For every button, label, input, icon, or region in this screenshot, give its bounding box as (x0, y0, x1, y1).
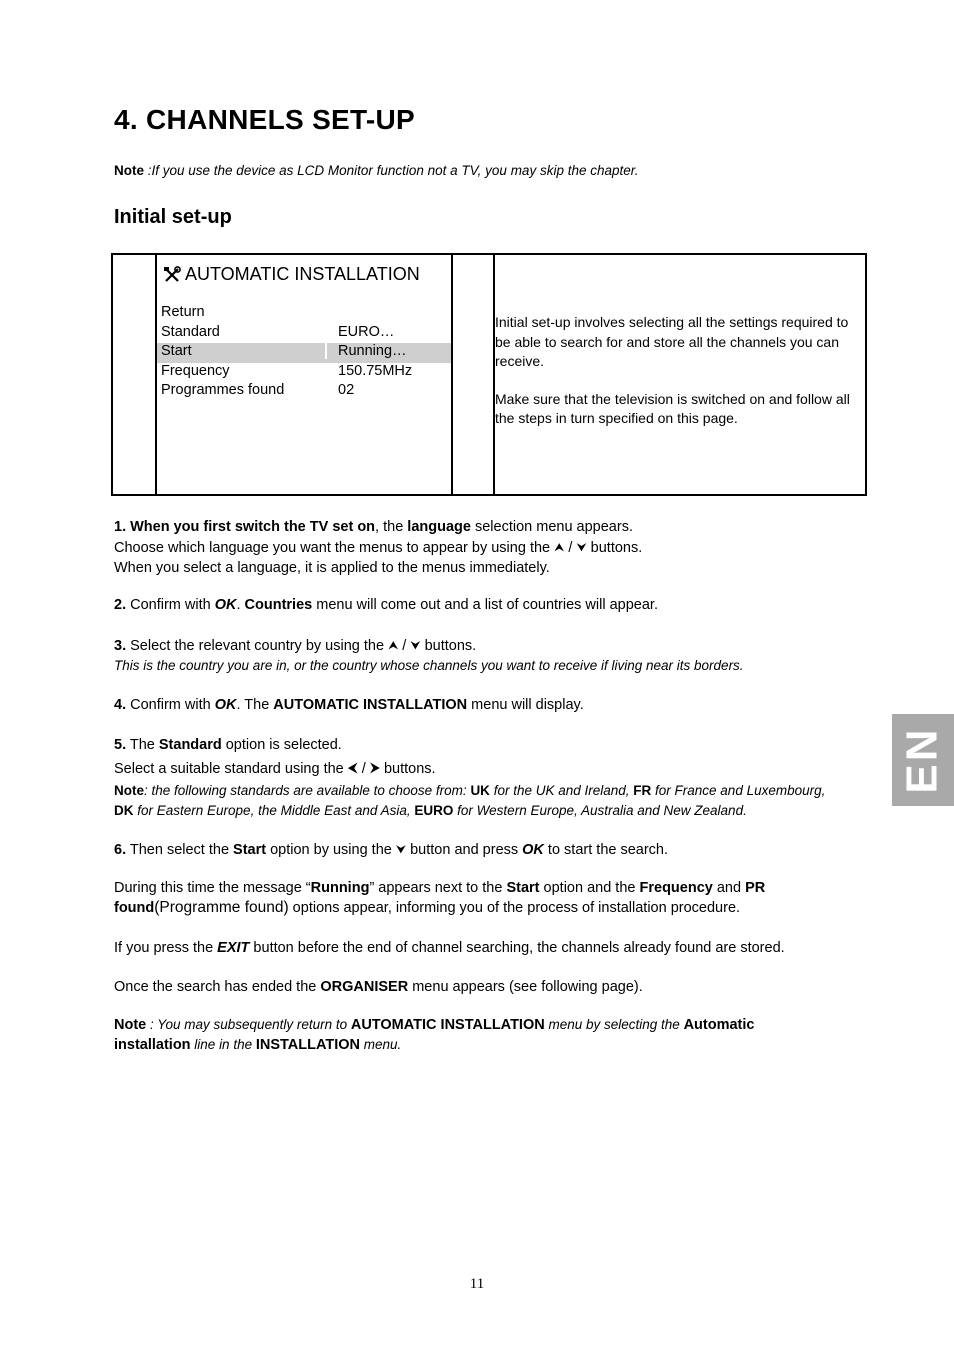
step-text: menu will display. (467, 697, 584, 713)
para-bold: found (114, 900, 155, 916)
step-text: buttons. (586, 540, 643, 556)
step-number: 4. (114, 697, 127, 713)
down-arrow-icon: ⮟ (395, 842, 407, 856)
note-text: for France and Luxembourg, (651, 783, 826, 798)
step-bold: When you first switch the TV set on (130, 519, 376, 535)
step-text: option is selected. (221, 737, 342, 753)
up-arrow-icon: ⮝ (554, 540, 565, 554)
note-label: Note (114, 163, 144, 178)
menu-row-value: 150.75MHz (338, 362, 413, 379)
standard-uk: UK (470, 783, 490, 798)
step-1 (114, 517, 854, 578)
step-text: , the (375, 519, 408, 535)
step-number: 1. (114, 519, 127, 535)
note-label: Note (114, 1017, 147, 1033)
note-text: : You may subsequently return to (146, 1017, 351, 1032)
figure-left-column (113, 255, 157, 494)
para-text: menu appears (see following page). (408, 979, 643, 995)
figure-paragraph: Initial set-up involves selecting all the settings required to be able to search for and store all the channels you can receive. (495, 314, 849, 369)
step-text: Select the relevant country by using the (126, 638, 389, 654)
step-bold: language (407, 519, 471, 535)
step-4 (114, 695, 854, 715)
para-text: options appear, informing you of the process of installation procedure. (288, 900, 741, 916)
step-text: menu will come out and a list of countries will appear. (312, 597, 658, 613)
page-title: 4. CHANNELS SET-UP (114, 104, 415, 135)
menu-row-start[interactable] (157, 343, 451, 363)
step-text: . The (236, 697, 274, 713)
menu-row-return[interactable] (157, 304, 451, 324)
slash: / (564, 540, 577, 556)
right-arrow-icon: ⮞ (369, 759, 380, 775)
up-arrow-icon: ⮝ (388, 638, 399, 652)
step-italic: This is the country you are in, or the country whose channels you want to receive if living near its borders. (114, 658, 744, 673)
menu-row-frequency[interactable] (157, 363, 451, 383)
step-6 (114, 839, 854, 860)
intro-note (114, 163, 639, 178)
note-text: menu. (360, 1037, 402, 1052)
step-text: Select a suitable standard using the (114, 761, 348, 777)
ok-key: OK (522, 842, 544, 858)
note-text: for the UK and Ireland, (489, 783, 634, 798)
menu-row-value: Running… (325, 343, 451, 359)
step-text: Confirm with (126, 697, 215, 713)
step-number: 6. (114, 842, 127, 858)
menu-row-label: Programmes found (161, 382, 285, 398)
menu-row-label: Frequency (161, 362, 230, 379)
para-text: During this time the message “ (114, 880, 311, 896)
section-title: Initial set-up (114, 206, 232, 228)
para-text: button before the end of channel searching, the channels already found are stored. (249, 940, 785, 956)
note-text: : the following standards are available to choose from: (144, 783, 471, 798)
step-bold: Standard (158, 737, 222, 753)
note-text: for Eastern Europe, the Middle East and Asia, (133, 803, 415, 818)
osd-menu-panel (157, 255, 451, 494)
note-bold: installation (114, 1037, 191, 1053)
standard-dk: DK (114, 803, 134, 818)
ok-key: OK (214, 697, 237, 713)
step-text: buttons. (379, 761, 436, 777)
bottom-note (114, 1015, 854, 1055)
para-text: and (712, 880, 746, 896)
para-text: (Programme found) (154, 899, 289, 916)
step-text: Confirm with (126, 597, 215, 613)
note-text: for Western Europe, Australia and New Zealand. (453, 803, 747, 818)
menu-title-text: AUTOMATIC INSTALLATION (185, 264, 420, 284)
step-number: 2. (114, 597, 127, 613)
note-bold: Automatic (683, 1017, 755, 1033)
language-tab-label: EN (898, 726, 947, 794)
para-bold: Running (310, 880, 370, 896)
step-text: option by using the (266, 842, 396, 858)
standard-euro: EURO (414, 803, 454, 818)
figure-description (495, 313, 863, 447)
note-text: line in the (190, 1037, 256, 1052)
menu-row-standard[interactable] (157, 324, 451, 344)
para-bold: ORGANISER (320, 979, 409, 995)
page-number: 11 (469, 1276, 485, 1292)
step-text: buttons. (420, 638, 477, 654)
note-text: :If you use the device as LCD Monitor function not a TV, you may skip the chapter. (144, 163, 639, 178)
step-text: Then select the (126, 842, 234, 858)
step-text: Choose which language you want the menus to appear by using the (114, 540, 555, 556)
step-text: The (126, 737, 159, 753)
organiser-paragraph (114, 977, 854, 997)
menu-row-label: Standard (161, 323, 220, 340)
para-text: ” appears next to the (369, 880, 507, 896)
step-5 (114, 735, 854, 821)
step-text: selection menu appears. (470, 519, 633, 535)
note-bold: AUTOMATIC INSTALLATION (350, 1017, 545, 1033)
slash: / (357, 761, 370, 777)
figure-middle-column (451, 255, 495, 494)
step-bold: Start (233, 842, 267, 858)
para-bold: Start (506, 880, 540, 896)
exit-paragraph (114, 938, 854, 958)
menu-row-label: Start (161, 343, 192, 359)
standard-fr: FR (633, 783, 652, 798)
menu-row-value: EURO… (338, 323, 395, 340)
menu-title (163, 264, 420, 285)
figure-paragraph: Make sure that the television is switched on and follow all the steps in turn specified on this page. (495, 390, 850, 426)
para-bold: Frequency (639, 880, 713, 896)
para-text: option and the (539, 880, 640, 896)
note-text: menu by selecting the (544, 1017, 684, 1032)
step-2 (114, 595, 854, 615)
tools-icon (163, 266, 181, 284)
left-arrow-icon: ⮜ (347, 759, 358, 775)
menu-row-programmes-found[interactable] (157, 382, 451, 402)
menu-rows (157, 304, 451, 402)
step-text: button and press (406, 842, 523, 858)
note-bold: INSTALLATION (255, 1037, 361, 1053)
step-number: 3. (114, 638, 127, 654)
running-paragraph (114, 879, 854, 918)
para-bold: PR (745, 880, 766, 896)
step-text: to start the search. (543, 842, 669, 858)
step-text: . (236, 597, 245, 613)
step-bold: Countries (244, 597, 313, 613)
menu-row-label: Return (161, 304, 205, 320)
para-text: Once the search has ended the (114, 979, 321, 995)
menu-figure (111, 253, 867, 496)
exit-key: EXIT (217, 940, 250, 956)
step-text: When you select a language, it is applied to the menus immediately. (114, 560, 550, 576)
step-3 (114, 635, 854, 676)
step-number: 5. (114, 737, 127, 753)
note-label: Note (114, 783, 144, 798)
step-bold: AUTOMATIC INSTALLATION (273, 697, 468, 713)
standards-note (114, 781, 854, 821)
para-text: If you press the (114, 940, 218, 956)
down-arrow-icon: ⮟ (410, 638, 421, 652)
menu-row-value: 02 (338, 382, 355, 398)
ok-key: OK (214, 597, 237, 613)
down-arrow-icon: ⮟ (576, 540, 587, 554)
slash: / (398, 638, 411, 654)
language-tab (892, 714, 954, 806)
